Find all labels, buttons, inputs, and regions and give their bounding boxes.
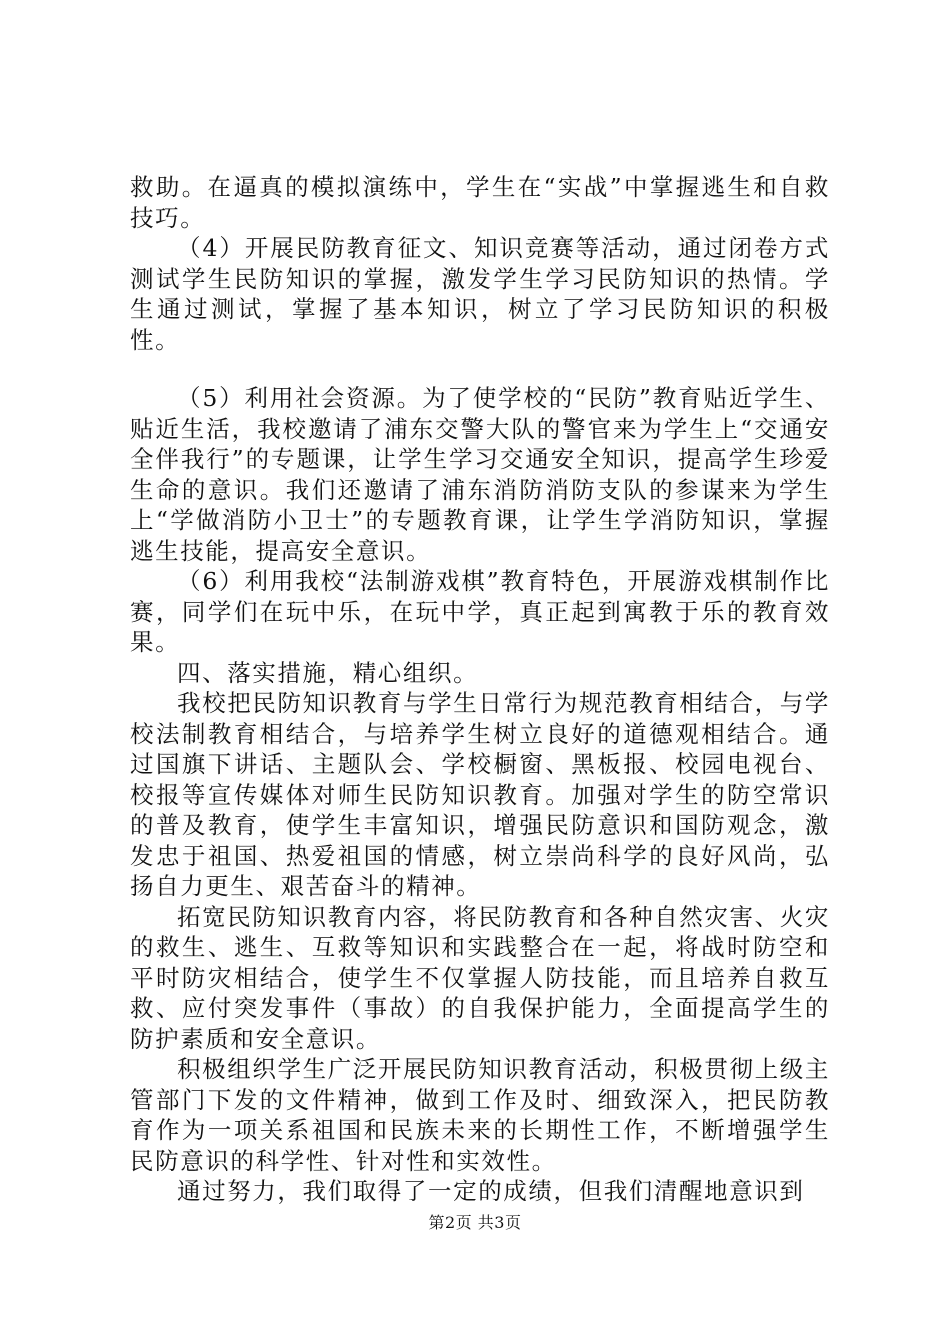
document-body	[130, 172, 830, 1207]
paragraph-integration: 我校把民防知识教育与学生日常行为规范教育相结合，与学校法制教育相结合，与培养学生树立良好的道德观相结合。通过国旗下讲话、主题队会、学校橱窗、黑板报、校园电视台、校报等宣传媒体对师生民防知识教育。加强对学生的防空常识的普及教育，使学生丰富知识，增强民防意识和国防观念，激发忠于祖国、热爱祖国的情感，树立崇尚科学的良好风尚，弘扬自力更生、艰苦奋斗的精神。	[130, 689, 830, 900]
section-heading-4: 四、落实措施，精心组织。	[177, 658, 479, 687]
paragraph-item-4: （4）开展民防教育征文、知识竞赛等活动，通过闭卷方式测试学生民防知识的掌握，激发学生学习民防知识的热情。学生通过测试，掌握了基本知识，树立了学习民防知识的积极性。	[130, 234, 830, 354]
paragraph-item-6: （6）利用我校“法制游戏棋”教育特色，开展游戏棋制作比赛，同学们在玩中乐，在玩中学，真正起到寓教于乐的教育效果。	[130, 567, 830, 656]
paragraph-item-5: （5）利用社会资源。为了使学校的“民防”教育贴近学生、贴近生活，我校邀请了浦东交警大队的警官来为学生上“交通安全伴我行”的专题课，让学生学习交通安全知识，提高学生珍爱生命的意识。我们还邀请了浦东消防消防支队的参谋来为学生上“学做消防小卫士”的专题教育课，让学生学消防知识，掌握逃生技能，提高安全意识。	[130, 384, 830, 565]
paragraph-continuation: 救助。在逼真的模拟演练中，学生在“实战”中掌握逃生和自救技巧。	[130, 173, 830, 232]
page-footer: 第2页 共3页	[428, 1213, 522, 1232]
paragraph-organize-activities: 积极组织学生广泛开展民防知识教育活动，积极贯彻上级主管部门下发的文件精神，做到工作及时、细致深入，把民防教育作为一项关系祖国和民族未来的长期性工作，不断增强学生民防意识的科学性、针对性和实效性。	[130, 1055, 830, 1175]
paragraph-broaden-content: 拓宽民防知识教育内容，将民防教育和各种自然灾害、火灾的救生、逃生、互救等知识和实践整合在一起，将战时防空和平时防灾相结合，使学生不仅掌握人防技能，而且培养自救互救、应付突发事件（事故）的自我保护能力，全面提高学生的防护素质和安全意识。	[130, 902, 830, 1053]
paragraph-conclusion-start: 通过努力，我们取得了一定的成绩，但我们清醒地意识到	[177, 1177, 805, 1205]
